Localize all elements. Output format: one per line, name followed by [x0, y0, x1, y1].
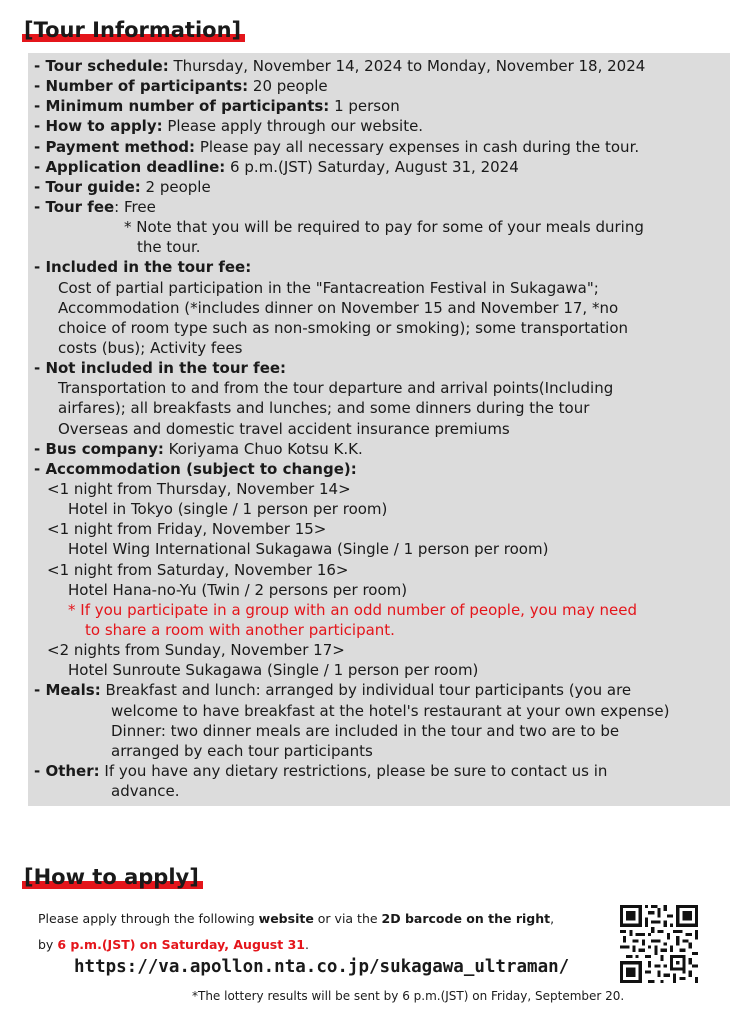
info-line [34, 701, 728, 721]
info-line [34, 539, 728, 559]
info-line-text: costs (bus); Activity fees [58, 338, 243, 357]
info-line [34, 580, 728, 600]
qr-code-icon[interactable] [620, 905, 698, 983]
info-line [34, 177, 728, 197]
info-line [34, 237, 728, 257]
info-line-text: Transportation to and from the tour departure and arrival points(Including [58, 379, 614, 398]
info-line [34, 298, 728, 318]
info-line-text: welcome to have breakfast at the hotel's restaurant at your own expense) [111, 701, 670, 720]
how-to-apply-text [38, 906, 618, 958]
info-line-text: Hotel Sunroute Sukagawa (Single / 1 person per room) [68, 661, 479, 680]
info-line-label: - Other: [34, 761, 100, 780]
info-line [34, 116, 728, 136]
info-line-text: 1 person [329, 97, 400, 116]
info-line-label: - Minimum number of participants: [34, 97, 330, 116]
info-line [34, 257, 728, 277]
info-line [34, 721, 728, 741]
info-line-text: the tour. [137, 238, 201, 257]
info-line-text: Cost of partial participation in the "Fantacreation Festival in Sukagawa"; [58, 278, 599, 297]
tour-information-heading: [Tour Information] [24, 17, 241, 43]
info-line-text: 2 people [140, 177, 211, 196]
info-line [34, 197, 728, 217]
apply-line-1: Please apply through the following website or via the 2D barcode on the right, [38, 911, 555, 926]
apply-line-2: by 6 p.m.(JST) on Saturday, August 31. [38, 937, 309, 952]
info-line [34, 137, 728, 157]
info-line [34, 761, 728, 781]
info-line [34, 620, 728, 640]
info-line-text: Accommodation (*includes dinner on November 15 and November 17, *no [58, 298, 619, 317]
info-line [34, 96, 728, 116]
info-line-text: <1 night from Friday, November 15> [47, 520, 327, 539]
how-to-apply-heading: [How to apply] [24, 864, 199, 890]
info-line [34, 560, 728, 580]
info-line-text: to share a room with another participant. [85, 620, 395, 639]
info-line-text: <2 nights from Sunday, November 17> [47, 641, 345, 660]
info-line [34, 318, 728, 338]
info-line-label: - Included in the tour fee: [34, 258, 252, 277]
info-line-label: - Not included in the tour fee: [34, 359, 287, 378]
info-line-text: Dinner: two dinner meals are included in the tour and two are to be [111, 721, 620, 740]
info-line [34, 398, 728, 418]
info-line [34, 519, 728, 539]
info-line-text: Breakfast and lunch: arranged by individual tour participants (you are [100, 681, 632, 700]
info-line [34, 459, 728, 479]
info-line-text: advance. [111, 782, 180, 801]
info-line-text: <1 night from Thursday, November 14> [47, 479, 351, 498]
info-line-text: * Note that you will be required to pay for some of your meals during [124, 218, 644, 237]
info-line [34, 378, 728, 398]
info-line-text: Hotel in Tokyo (single / 1 person per room) [68, 500, 388, 519]
info-line-text: <1 night from Saturday, November 16> [47, 560, 349, 579]
info-line [34, 600, 728, 620]
info-line [34, 439, 728, 459]
info-line-text: Hotel Hana-no-Yu (Twin / 2 persons per room) [68, 580, 408, 599]
info-line-text: Koriyama Chuo Kotsu K.K. [163, 439, 363, 458]
info-line [34, 338, 728, 358]
tour-info-list [34, 56, 728, 801]
info-line [34, 278, 728, 298]
info-line-text: Please apply through our website. [162, 117, 424, 136]
info-line-text: : Free [114, 197, 156, 216]
info-line-text: Hotel Wing International Sukagawa (Single / 1 person per room) [68, 540, 549, 559]
info-line-text: 6 p.m.(JST) Saturday, August 31, 2024 [225, 157, 519, 176]
info-line-text: Overseas and domestic travel accident insurance premiums [58, 419, 510, 438]
info-line-text: arranged by each tour participants [111, 741, 373, 760]
info-line-text: Please pay all necessary expenses in cash during the tour. [195, 137, 640, 156]
info-line [34, 217, 728, 237]
info-line [34, 419, 728, 439]
info-line [34, 56, 728, 76]
info-line [34, 781, 728, 801]
info-line-label: - Tour guide: [34, 177, 141, 196]
info-line-label: - Tour schedule: [34, 57, 169, 75]
info-line-label: - Number of participants: [34, 77, 249, 96]
info-line [34, 479, 728, 499]
info-line [34, 358, 728, 378]
info-line-text: If you have any dietary restrictions, please be sure to contact us in [99, 761, 608, 780]
info-line-text: choice of room type such as non-smoking or smoking); some transportation [58, 318, 628, 337]
info-line [34, 499, 728, 519]
lottery-note: *The lottery results will be sent by 6 p.m.(JST) on Friday, September 20. [192, 989, 625, 1003]
info-line-label: - Bus company: [34, 439, 164, 458]
info-line [34, 640, 728, 660]
info-line-label: - Accommodation (subject to change): [34, 459, 357, 478]
info-line-label: - Tour fee [34, 197, 115, 216]
info-line [34, 76, 728, 96]
info-line-text: Thursday, November 14, 2024 to Monday, November 18, 2024 [168, 57, 646, 75]
info-line [34, 157, 728, 177]
info-line [34, 680, 728, 700]
info-line [34, 660, 728, 680]
info-line-label: - Payment method: [34, 137, 196, 156]
info-line-label: - Application deadline: [34, 157, 226, 176]
info-line-label: - How to apply: [34, 117, 163, 136]
info-line-label: - Meals: [34, 681, 101, 700]
application-url-link[interactable]: https://va.apollon.nta.co.jp/sukagawa_ultraman/ [74, 957, 570, 977]
info-line [34, 741, 728, 761]
info-line-text: airfares); all breakfasts and lunches; and some dinners during the tour [58, 399, 590, 418]
info-line-text: 20 people [248, 77, 328, 96]
info-line-text: * If you participate in a group with an odd number of people, you may need [68, 600, 637, 619]
